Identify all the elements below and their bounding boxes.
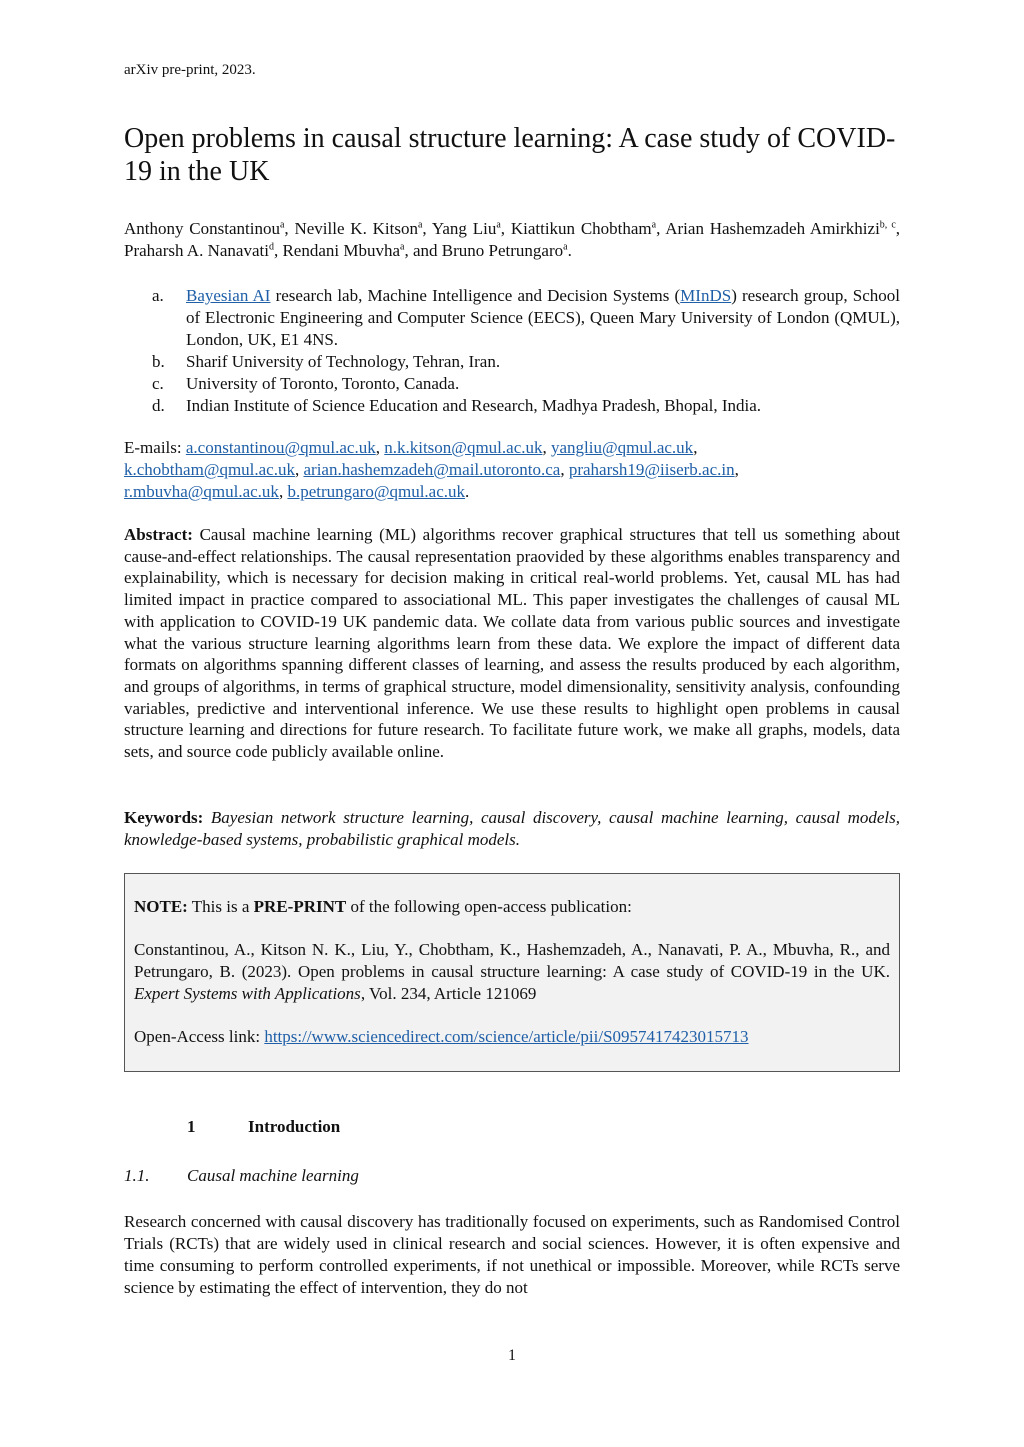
section-number: 1 — [187, 1117, 196, 1136]
author: Neville K. Kitson$^a$, — [294, 219, 432, 238]
paper-title: Open problems in causal structure learning: A case study of COVID-19 in the UK — [124, 123, 896, 187]
email-link[interactable]: n.k.kitson@qmul.ac.uk — [384, 438, 543, 457]
affiliation-list — [152, 285, 900, 417]
abstract — [124, 524, 900, 763]
minds-link[interactable]: MInDS — [680, 286, 732, 305]
abstract-text: Causal machine learning (ML) algorithms recover graphical structures that tell us something about cause-and-effect relationships. The causal representation praovided by these algorithms enables transparency and explainability, which is necessary for decision making in critical real-world problems. Yet, causal ML has had limited impact in practice compared to associational ML. This paper investigates the challenges of causal ML with application to COVID-19 UK pandemic data. We collate data from various public sources and investigate what the various structure learning algorithms learn from these data. We explore the impact of different data formats on algorithms spanning different classes of learning, and assess the results produced by each algorithm, and groups of algorithms, in terms of graphical structure, model dimensionality, sensitivity analysis, confounding variables, predictive and interventional inference. We use these results to highlight open problems in causal structure learning and directions for future research. To facilitate future work, we make all graphs, models, data sets, and source code publicly available online. — [124, 525, 900, 762]
author: Kiattikun Chobtham$^a$, — [510, 219, 666, 238]
email-link[interactable]: praharsh19@iiserb.ac.in — [568, 460, 735, 479]
citation: Constantinou, A., Kitson N. K., Liu, Y., Chobtham, K., Hashemzadeh, A., Nanavati, P. A., Mbuvha, R., and Petrungaro, B. (2023). Open problems in causal structure learning: A case study of COVID-19 in the UK. Expert Systems with Applications, Vol. 234, Article 121069 — [134, 940, 890, 1003]
page-number: 1 — [508, 1347, 516, 1364]
email-link[interactable]: a.constantinou@qmul.ac.uk — [185, 438, 376, 457]
author: Arian Hashemzadeh Amirkhizi$^{b, c}$, — [665, 219, 901, 238]
author: Anthony Constantinou$^a$, — [124, 219, 295, 238]
keywords-text: Bayesian network structure learning, causal discovery, causal machine learning, causal models, knowledge-based systems, probabilistic graphical models. — [124, 808, 900, 849]
bayesian-ai-link[interactable]: Bayesian AI — [186, 286, 271, 305]
keywords — [124, 807, 900, 851]
email-link[interactable]: arian.hashemzadeh@mail.utoronto.ca — [303, 460, 561, 479]
note-line: NOTE: This is a PRE-PRINT of the following open-access publication: — [134, 897, 632, 916]
author: Praharsh A. Nanavati$^d$, — [124, 241, 283, 260]
subsection-number: 1.1. — [124, 1166, 150, 1185]
author-list — [124, 218, 900, 262]
preprint-note-box — [124, 873, 900, 1072]
email-link[interactable]: yangliu@qmul.ac.uk — [551, 438, 694, 457]
keywords-label: Keywords: — [124, 808, 204, 827]
email-link[interactable]: b.petrungaro@qmul.ac.uk — [287, 482, 466, 501]
subsection-heading: Causal machine learning — [187, 1166, 359, 1185]
open-access-link[interactable]: https://www.sciencedirect.com/science/article/pii/S0957417423015713 — [264, 1027, 749, 1046]
section-heading: Introduction — [248, 1117, 341, 1136]
affiliation-item: b. Sharif University of Technology, Tehran, Iran. — [152, 352, 501, 371]
author: Yang Liu$^a$, — [431, 219, 511, 238]
author: Bruno Petrungaro$^a$. — [441, 241, 572, 260]
author: Rendani Mbuvha$^a$, and — [282, 241, 442, 260]
affiliation-item: d. Indian Institute of Science Education and Research, Madhya Pradesh, Bhopal, India. — [152, 396, 761, 415]
preprint-header: arXiv pre-print, 2023. — [124, 62, 256, 78]
abstract-label: Abstract: — [124, 525, 193, 544]
email-list: E-mails: a.constantinou@qmul.ac.uk, n.k.kitson@qmul.ac.uk, yangliu@qmul.ac.uk, k.chobtham@qmul.ac.uk, arian.hashemzadeh@mail.utoronto.ca, praharsh19@iiserb.ac.in, r.mbuvha@qmul.ac.uk, b.petrungaro@qmul.ac.uk. — [124, 438, 739, 501]
affiliation-item: c. University of Toronto, Toronto, Canada. — [152, 374, 460, 393]
email-link[interactable]: r.mbuvha@qmul.ac.uk — [124, 482, 279, 501]
affiliation-item: a. Bayesian AI research lab, Machine Intelligence and Decision Systems (MInDS) research group, School of Electronic Engineering and Computer Science (EECS), Queen Mary University of London (QMUL), London, UK, E1 4NS. — [152, 286, 900, 349]
body-paragraph: Research concerned with causal discovery has traditionally focused on experiments, such as Randomised Control Trials (RCTs) that are widely used in clinical research and social sciences. However, it is often expensive and time consuming to perform controlled experiments, if not unethical or impossible. Moreover, while RCTs serve science by estimating the effect of intervention, they do not — [124, 1212, 900, 1297]
open-access-line: Open-Access link: https://www.sciencedirect.com/science/article/pii/S0957417423015713 — [134, 1027, 749, 1046]
email-link[interactable]: k.chobtham@qmul.ac.uk — [124, 460, 295, 479]
